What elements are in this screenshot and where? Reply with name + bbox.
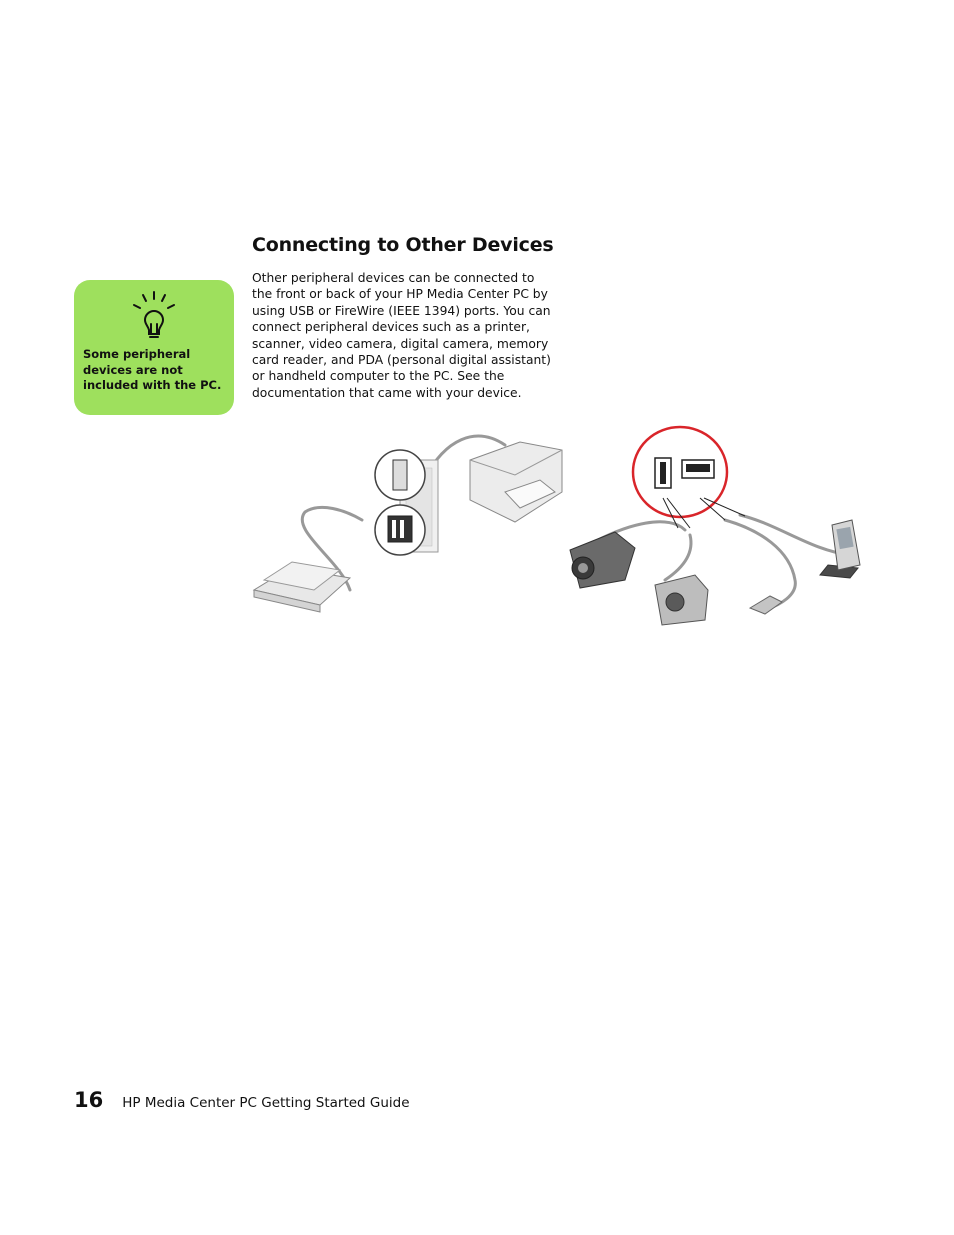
memory-card-reader-device <box>750 596 782 614</box>
section-body-text: Other peripheral devices can be connected to the front or back of your HP Media Center PC by using USB or FireWire (IEEE 1394) ports. You can connect peripheral devices such as a printer, scanner, video camera, digital camera, memory card reader, and PDA (personal digital assistant) or handheld computer to the PC. See the documentation that came with your device. <box>252 271 551 400</box>
tip-text: Some peripheral devices are not included with the PC. <box>83 347 222 392</box>
pc-tower <box>375 450 438 555</box>
page-footer <box>74 1088 410 1112</box>
section-heading: Connecting to Other Devices <box>252 234 554 256</box>
device-connection-illustration <box>250 420 895 640</box>
scanner-device <box>254 562 350 612</box>
page-number: 16 <box>74 1088 104 1112</box>
printer-device <box>470 442 562 522</box>
lightbulb-icon <box>130 290 178 342</box>
video-camera-device <box>570 532 635 588</box>
port-highlight-circle <box>633 427 745 528</box>
digital-camera-device <box>655 575 708 625</box>
tip-box <box>74 280 234 415</box>
guide-title: HP Media Center PC Getting Started Guide <box>122 1095 410 1111</box>
